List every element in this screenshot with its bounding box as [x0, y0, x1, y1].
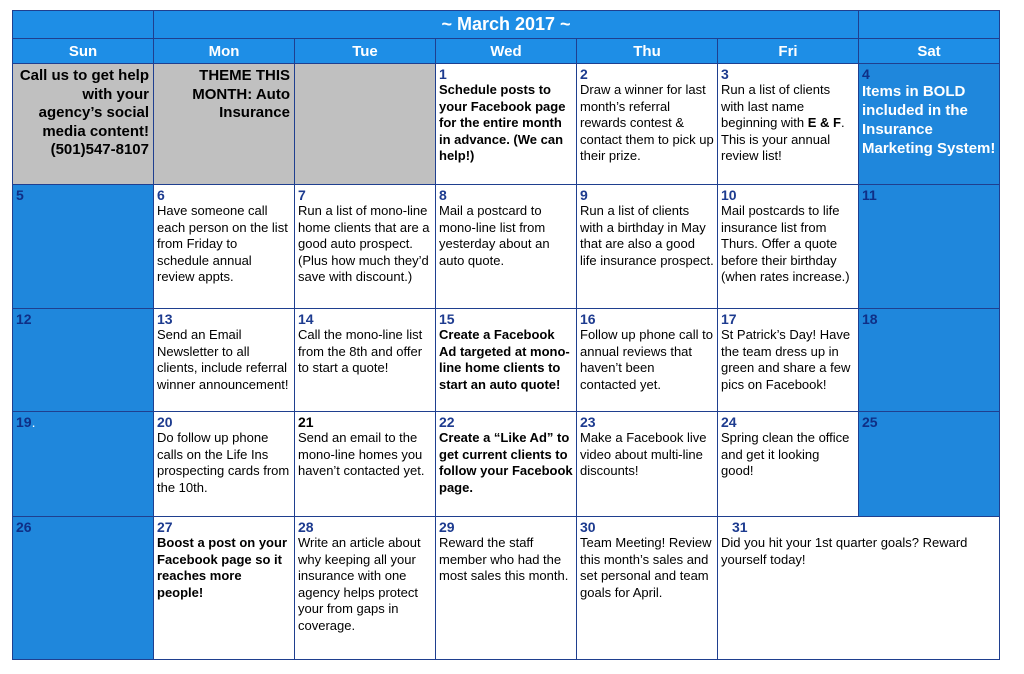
- day-number: 6: [157, 187, 165, 203]
- day-number: 30: [580, 519, 596, 535]
- day-number: 10: [721, 187, 737, 203]
- day-number: 7: [298, 187, 306, 203]
- promo-cell: [12, 63, 154, 185]
- day-note: Draw a winner for last month’s referral rewards contest & contact them to pick up their prize.: [580, 82, 714, 163]
- day-note: Have someone call each person on the list from Friday to schedule annual review appts.: [157, 203, 288, 284]
- day-cell-14: [294, 308, 436, 412]
- day-cell-3: [717, 63, 859, 185]
- title-right-blank: [858, 10, 1000, 39]
- day-cell-24: [717, 411, 859, 517]
- day-note: [718, 82, 858, 165]
- weekday-wed: Wed: [435, 38, 577, 64]
- day-note: Boost a post on your Facebook page so it reaches more people!: [157, 535, 287, 600]
- day-cell-1: [435, 63, 577, 185]
- day-cell-22: [435, 411, 577, 517]
- day-number: 1: [439, 66, 447, 82]
- day-note: Mail postcards to life insurance list from Thurs. Offer a quote before their birthday (when rates increase.): [721, 203, 850, 284]
- weekday-fri: Fri: [717, 38, 859, 64]
- day-number: 16: [580, 311, 596, 327]
- day-note: Create a Facebook Ad targeted at mono-line home clients to start an auto quote!: [439, 327, 570, 392]
- day-cell-30: [576, 516, 718, 660]
- day-number: 3: [721, 66, 729, 82]
- bold-legend-note: Items in BOLD included in the Insurance Marketing System!: [862, 83, 996, 157]
- day-number: 4: [862, 66, 870, 82]
- day-number: 11: [862, 187, 877, 203]
- day-cell-10: [717, 184, 859, 309]
- weekday-thu: Thu: [576, 38, 718, 64]
- day-number: 25: [862, 414, 878, 430]
- weekday-tue: Tue: [294, 38, 436, 64]
- day-number: 27: [157, 519, 173, 535]
- day-number: 17: [721, 311, 737, 327]
- day-note: St Patrick’s Day! Have the team dress up in green and share a few pics on Facebook!: [721, 327, 851, 392]
- day-note: Follow up phone call to annual reviews that haven’t been contacted yet.: [580, 327, 713, 392]
- day-number: 2: [580, 66, 588, 82]
- day-number: 24: [721, 414, 737, 430]
- day-cell-8: [435, 184, 577, 309]
- day-number: 20: [157, 414, 173, 430]
- day-note: Spring clean the office and get it looking good!: [721, 430, 850, 478]
- day-note: Create a “Like Ad” to get current clients to follow your Facebook page.: [439, 430, 573, 495]
- day-cell-21: [294, 411, 436, 517]
- weekday-sun: Sun: [12, 38, 154, 64]
- day-cell-2: [576, 63, 718, 185]
- day-note: Do follow up phone calls on the Life Ins prospecting cards from the 10th.: [157, 430, 290, 495]
- theme-text: THEME THIS MONTH: Auto Insurance: [192, 67, 290, 121]
- day-cell-9: [576, 184, 718, 309]
- day-note: Run a list of clients with a birthday in May that are also a good life insurance prospect.: [580, 203, 714, 268]
- day-cell-7: [294, 184, 436, 309]
- day-number: 13: [157, 311, 173, 327]
- title-left-blank: [12, 10, 154, 39]
- day-note: Mail a postcard to mono-line list from yesterday about an auto quote.: [439, 203, 550, 268]
- day-number: 18: [862, 311, 878, 327]
- day-number: 9: [580, 187, 588, 203]
- day-note: Schedule posts to your Facebook page for the entire month in advance. (We can help!): [439, 82, 566, 163]
- day-number: [13, 412, 153, 430]
- day-cell-11: [858, 184, 1000, 309]
- day-number: 21: [298, 414, 314, 430]
- weekday-mon: Mon: [153, 38, 295, 64]
- day-number: 28: [298, 519, 314, 535]
- day-number: 23: [580, 414, 596, 430]
- day-note: Write an article about why keeping all your insurance with one agency helps protect your from gaps in coverage.: [298, 535, 421, 633]
- day-note: Reward the staff member who had the most sales this month.: [439, 535, 569, 583]
- promo-phone: (501)547-8107: [50, 141, 149, 158]
- day-note: Make a Facebook live video about multi-line discounts!: [580, 430, 707, 478]
- day-cell-6: [153, 184, 295, 309]
- day-note: Send an email to the mono-line homes you haven’t contacted yet.: [298, 430, 425, 478]
- day-note: Call the mono-line list from the 8th and offer to start a quote!: [298, 327, 423, 375]
- day-number: 8: [439, 187, 447, 203]
- day-cell-29: [435, 516, 577, 660]
- day-number: 15: [439, 311, 455, 327]
- day-note: Team Meeting! Review this month’s sales and set personal and team goals for April.: [580, 535, 712, 600]
- day-number: 29: [439, 519, 455, 535]
- weekday-sat: Sat: [858, 38, 1000, 64]
- theme-cell: [153, 63, 295, 185]
- month-title: ~ March 2017 ~: [153, 10, 859, 39]
- day-note-part: Run a list of clients with last name beginning with: [721, 82, 831, 130]
- empty-tue-cell: [294, 63, 436, 185]
- day-cell-18: [858, 308, 1000, 412]
- day-note-bold: E & F: [807, 115, 841, 130]
- promo-text: Call us to get help with your agency’s social media content!: [19, 67, 149, 140]
- day-number: 26: [16, 519, 32, 535]
- day-note-part: . This is your annual review list!: [721, 115, 845, 163]
- day-note: Send an Email Newsletter to all clients, include referral winner announcement!: [157, 327, 289, 392]
- day-number-value: 19: [16, 414, 32, 430]
- day-cell-20: [153, 411, 295, 517]
- day-number: 14: [298, 311, 314, 327]
- day-cell-27: [153, 516, 295, 660]
- day-cell-26: [12, 516, 154, 660]
- day-number: 31: [732, 519, 748, 535]
- day-number: 5: [16, 187, 24, 203]
- day-cell-28: [294, 516, 436, 660]
- day-cell-13: [153, 308, 295, 412]
- day-cell-25: [858, 411, 1000, 517]
- day-cell-23: [576, 411, 718, 517]
- day-cell-12: [12, 308, 154, 412]
- day-cell-15: [435, 308, 577, 412]
- day-number: 22: [439, 414, 455, 430]
- day-cell-4: [858, 63, 1000, 185]
- day-cell-31: [717, 516, 1000, 660]
- day-cell-19: [12, 411, 154, 517]
- day-cell-16: [576, 308, 718, 412]
- day-number-suffix: .: [31, 414, 36, 430]
- day-note: Did you hit your 1st quarter goals? Reward yourself today!: [721, 535, 968, 567]
- calendar: [12, 10, 1000, 660]
- day-cell-5: [12, 184, 154, 309]
- day-number: 12: [16, 311, 32, 327]
- day-note: Run a list of mono-line home clients that are a good auto prospect. (Plus how much they’d save with discount.): [298, 203, 430, 284]
- day-cell-17: [717, 308, 859, 412]
